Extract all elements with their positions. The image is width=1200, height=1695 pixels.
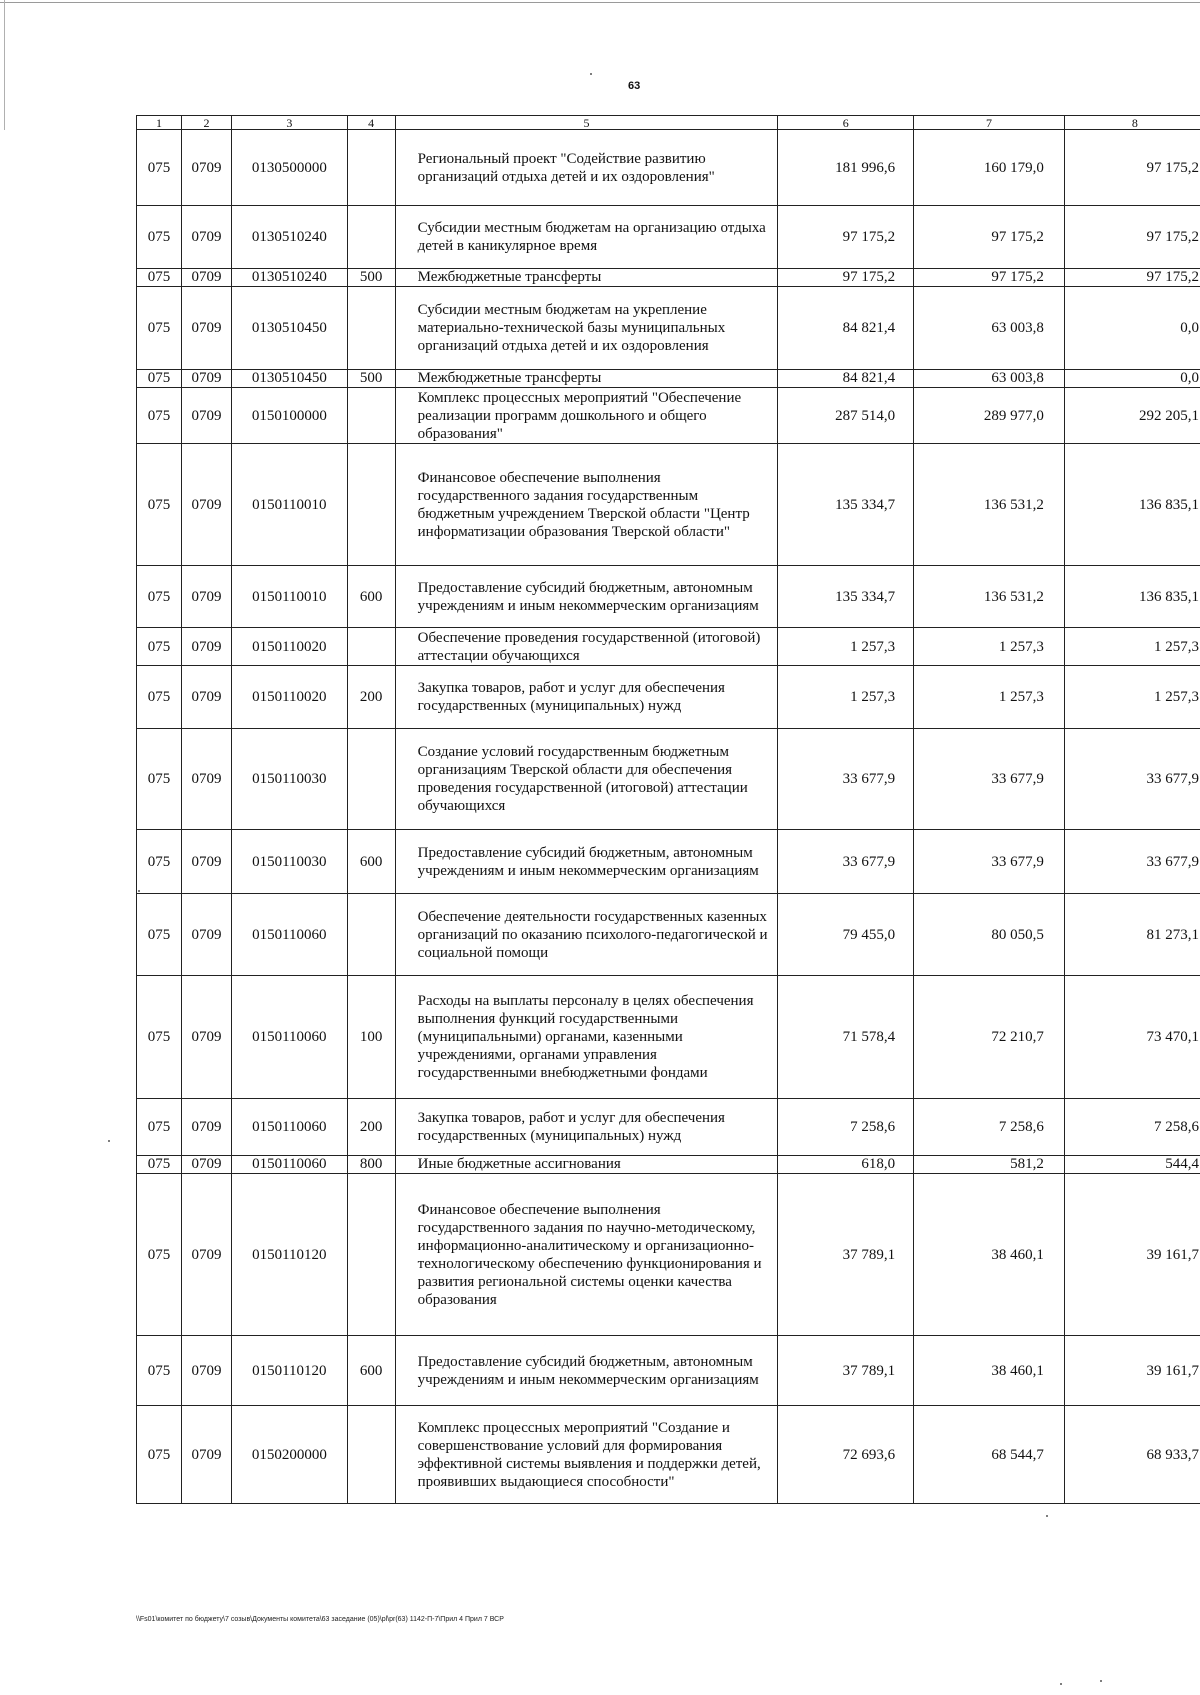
amount-col6: 33 677,9	[778, 830, 914, 894]
amount-col7: 136 531,2	[914, 566, 1065, 628]
amount-col6: 37 789,1	[778, 1174, 914, 1336]
amount-col7: 33 677,9	[914, 830, 1065, 894]
header-cell-7: 7	[914, 116, 1065, 130]
table-row	[137, 444, 1200, 566]
amount-col8: 81 273,1	[1064, 894, 1200, 976]
admin-code: 075	[137, 287, 182, 370]
expense-type: 600	[347, 830, 395, 894]
target-article: 0130510240	[232, 269, 347, 287]
amount-col7: 1 257,3	[914, 666, 1065, 729]
section-code: 0709	[181, 628, 231, 666]
target-article: 0150110060	[232, 976, 347, 1099]
section-code: 0709	[181, 566, 231, 628]
target-article: 0130510450	[232, 370, 347, 388]
amount-col6: 287 514,0	[778, 388, 914, 444]
expense-type	[347, 206, 395, 269]
amount-col8: 97 175,2	[1064, 130, 1200, 206]
file-path-footer: \\Fs01\комитет по бюджету\7 созыв\Документы комитета\63 заседание (05)\pl\pr(63) 1142-П-7\Прил 4 Прил 7 ВСР	[136, 1616, 504, 1623]
section-code: 0709	[181, 729, 231, 830]
description: Региональный проект "Содействие развитию организаций отдыха детей и их оздоровления"	[395, 130, 778, 206]
amount-col7: 7 258,6	[914, 1099, 1065, 1156]
target-article: 0130510240	[232, 206, 347, 269]
expense-type: 500	[347, 269, 395, 287]
admin-code: 075	[137, 566, 182, 628]
amount-col7: 136 531,2	[914, 444, 1065, 566]
amount-col8: 33 677,9	[1064, 729, 1200, 830]
target-article: 0150200000	[232, 1406, 347, 1504]
expense-type	[347, 130, 395, 206]
scan-speck	[1100, 1680, 1102, 1682]
expense-type	[347, 894, 395, 976]
description: Предоставление субсидий бюджетным, автономным учреждениям и иным некоммерческим организациям	[395, 566, 778, 628]
amount-col7: 38 460,1	[914, 1174, 1065, 1336]
amount-col8: 97 175,2	[1064, 206, 1200, 269]
description: Предоставление субсидий бюджетным, автономным учреждениям и иным некоммерческим организациям	[395, 1336, 778, 1406]
table-row	[137, 830, 1200, 894]
amount-col8: 97 175,2	[1064, 269, 1200, 287]
table-row	[137, 269, 1200, 287]
expense-type: 100	[347, 976, 395, 1099]
amount-col6: 1 257,3	[778, 666, 914, 729]
description: Создание условий государственным бюджетным организациям Тверской области для обеспечения проведения государственной (итоговой) аттестации обучающихся	[395, 729, 778, 830]
amount-col7: 63 003,8	[914, 370, 1065, 388]
expense-type: 500	[347, 370, 395, 388]
expense-type: 600	[347, 566, 395, 628]
table-row	[137, 1099, 1200, 1156]
scan-speck	[108, 1140, 110, 1142]
description: Предоставление субсидий бюджетным, автономным учреждениям и иным некоммерческим организациям	[395, 830, 778, 894]
description: Межбюджетные трансферты	[395, 269, 778, 287]
section-code: 0709	[181, 130, 231, 206]
amount-col8: 33 677,9	[1064, 830, 1200, 894]
amount-col8: 39 161,7	[1064, 1174, 1200, 1336]
target-article: 0150110120	[232, 1336, 347, 1406]
amount-col6: 618,0	[778, 1156, 914, 1174]
table-row	[137, 1406, 1200, 1504]
admin-code: 075	[137, 894, 182, 976]
amount-col6: 1 257,3	[778, 628, 914, 666]
scan-speck	[590, 73, 592, 75]
target-article: 0150100000	[232, 388, 347, 444]
table-row	[137, 976, 1200, 1099]
section-code: 0709	[181, 1099, 231, 1156]
target-article: 0150110060	[232, 1099, 347, 1156]
amount-col7: 160 179,0	[914, 130, 1065, 206]
admin-code: 075	[137, 1099, 182, 1156]
expense-type	[347, 628, 395, 666]
admin-code: 075	[137, 1174, 182, 1336]
scan-edge-line	[0, 2, 1200, 3]
amount-col8: 1 257,3	[1064, 666, 1200, 729]
amount-col6: 72 693,6	[778, 1406, 914, 1504]
target-article: 0150110010	[232, 566, 347, 628]
section-code: 0709	[181, 370, 231, 388]
description: Иные бюджетные ассигнования	[395, 1156, 778, 1174]
admin-code: 075	[137, 1156, 182, 1174]
description: Субсидии местным бюджетам на укрепление материально-технической базы муниципальных организаций отдыха детей и их оздоровления	[395, 287, 778, 370]
header-cell-1: 1	[137, 116, 182, 130]
table-row	[137, 894, 1200, 976]
amount-col8: 292 205,1	[1064, 388, 1200, 444]
expense-type: 800	[347, 1156, 395, 1174]
description: Комплекс процессных мероприятий "Создание и совершенствование условий для формирования эффективной системы выявления и поддержки детей, проявивших выдающиеся способности"	[395, 1406, 778, 1504]
section-code: 0709	[181, 1336, 231, 1406]
amount-col7: 581,2	[914, 1156, 1065, 1174]
scan-speck	[1060, 1683, 1062, 1685]
expense-type	[347, 444, 395, 566]
amount-col8: 73 470,1	[1064, 976, 1200, 1099]
amount-col8: 136 835,1	[1064, 444, 1200, 566]
expense-type: 200	[347, 666, 395, 729]
amount-col6: 84 821,4	[778, 287, 914, 370]
amount-col7: 38 460,1	[914, 1336, 1065, 1406]
header-cell-5: 5	[395, 116, 778, 130]
description: Комплекс процессных мероприятий "Обеспечение реализации программ дошкольного и общего образования"	[395, 388, 778, 444]
description: Закупка товаров, работ и услуг для обеспечения государственных (муниципальных) нужд	[395, 1099, 778, 1156]
description: Финансовое обеспечение выполнения государственного задания государственным бюджетным учреждением Тверской области "Центр информатизации образования Тверской области"	[395, 444, 778, 566]
admin-code: 075	[137, 830, 182, 894]
amount-col8: 0,0	[1064, 287, 1200, 370]
header-cell-2: 2	[181, 116, 231, 130]
target-article: 0150110020	[232, 628, 347, 666]
table-row	[137, 729, 1200, 830]
description: Обеспечение проведения государственной (итоговой) аттестации обучающихся	[395, 628, 778, 666]
target-article: 0150110030	[232, 830, 347, 894]
admin-code: 075	[137, 388, 182, 444]
scan-speck	[138, 890, 140, 892]
target-article: 0150110060	[232, 1156, 347, 1174]
header-cell-8: 8	[1064, 116, 1200, 130]
amount-col8: 0,0	[1064, 370, 1200, 388]
amount-col7: 33 677,9	[914, 729, 1065, 830]
table-row	[137, 370, 1200, 388]
table-row	[137, 566, 1200, 628]
amount-col8: 1 257,3	[1064, 628, 1200, 666]
admin-code: 075	[137, 269, 182, 287]
amount-col7: 97 175,2	[914, 206, 1065, 269]
section-code: 0709	[181, 1406, 231, 1504]
amount-col7: 63 003,8	[914, 287, 1065, 370]
section-code: 0709	[181, 1156, 231, 1174]
admin-code: 075	[137, 206, 182, 269]
amount-col7: 1 257,3	[914, 628, 1065, 666]
description: Субсидии местным бюджетам на организацию отдыха детей в каникулярное время	[395, 206, 778, 269]
description: Обеспечение деятельности государственных казенных организаций по оказанию психолого-педагогической и социальной помощи	[395, 894, 778, 976]
amount-col6: 135 334,7	[778, 444, 914, 566]
description: Межбюджетные трансферты	[395, 370, 778, 388]
table-row	[137, 628, 1200, 666]
section-code: 0709	[181, 206, 231, 269]
budget-table	[136, 115, 1200, 1504]
description: Закупка товаров, работ и услуг для обеспечения государственных (муниципальных) нужд	[395, 666, 778, 729]
table-row	[137, 1336, 1200, 1406]
amount-col7: 72 210,7	[914, 976, 1065, 1099]
amount-col8: 136 835,1	[1064, 566, 1200, 628]
amount-col6: 135 334,7	[778, 566, 914, 628]
section-code: 0709	[181, 666, 231, 729]
target-article: 0150110010	[232, 444, 347, 566]
expense-type	[347, 729, 395, 830]
admin-code: 075	[137, 130, 182, 206]
amount-col8: 39 161,7	[1064, 1336, 1200, 1406]
amount-col8: 7 258,6	[1064, 1099, 1200, 1156]
section-code: 0709	[181, 388, 231, 444]
header-cell-6: 6	[778, 116, 914, 130]
scan-edge-line-left	[4, 0, 5, 130]
amount-col6: 71 578,4	[778, 976, 914, 1099]
target-article: 0150110060	[232, 894, 347, 976]
section-code: 0709	[181, 444, 231, 566]
admin-code: 075	[137, 1406, 182, 1504]
table-row	[137, 388, 1200, 444]
table-row	[137, 666, 1200, 729]
amount-col6: 181 996,6	[778, 130, 914, 206]
amount-col6: 37 789,1	[778, 1336, 914, 1406]
admin-code: 075	[137, 628, 182, 666]
amount-col7: 289 977,0	[914, 388, 1065, 444]
target-article: 0130500000	[232, 130, 347, 206]
admin-code: 075	[137, 666, 182, 729]
amount-col6: 33 677,9	[778, 729, 914, 830]
amount-col8: 68 933,7	[1064, 1406, 1200, 1504]
page-number: 63	[628, 80, 641, 92]
table-row	[137, 1174, 1200, 1336]
amount-col7: 80 050,5	[914, 894, 1065, 976]
section-code: 0709	[181, 976, 231, 1099]
amount-col6: 97 175,2	[778, 206, 914, 269]
expense-type: 600	[347, 1336, 395, 1406]
admin-code: 075	[137, 370, 182, 388]
scan-speck	[1046, 1515, 1048, 1517]
description: Расходы на выплаты персоналу в целях обеспечения выполнения функций государственными (муниципальными) органами, казенными учреждениями, органами управления государственными внебюджетными фондами	[395, 976, 778, 1099]
target-article: 0130510450	[232, 287, 347, 370]
section-code: 0709	[181, 830, 231, 894]
amount-col6: 79 455,0	[778, 894, 914, 976]
admin-code: 075	[137, 444, 182, 566]
admin-code: 075	[137, 1336, 182, 1406]
section-code: 0709	[181, 894, 231, 976]
table-row	[137, 130, 1200, 206]
target-article: 0150110030	[232, 729, 347, 830]
target-article: 0150110120	[232, 1174, 347, 1336]
header-row	[137, 116, 1200, 130]
amount-col6: 97 175,2	[778, 269, 914, 287]
admin-code: 075	[137, 729, 182, 830]
expense-type	[347, 1174, 395, 1336]
expense-type	[347, 1406, 395, 1504]
amount-col8: 544,4	[1064, 1156, 1200, 1174]
expense-type	[347, 287, 395, 370]
amount-col6: 7 258,6	[778, 1099, 914, 1156]
header-cell-3: 3	[232, 116, 347, 130]
amount-col7: 97 175,2	[914, 269, 1065, 287]
header-cell-4: 4	[347, 116, 395, 130]
target-article: 0150110020	[232, 666, 347, 729]
table-row	[137, 287, 1200, 370]
description: Финансовое обеспечение выполнения государственного задания по научно-методическому, информационно-аналитическому и организационно-технологическому обеспечению функционирования и развития региональной системы оценки качества образования	[395, 1174, 778, 1336]
amount-col6: 84 821,4	[778, 370, 914, 388]
section-code: 0709	[181, 269, 231, 287]
expense-type: 200	[347, 1099, 395, 1156]
expense-type	[347, 388, 395, 444]
section-code: 0709	[181, 1174, 231, 1336]
section-code: 0709	[181, 287, 231, 370]
table-row	[137, 206, 1200, 269]
amount-col7: 68 544,7	[914, 1406, 1065, 1504]
admin-code: 075	[137, 976, 182, 1099]
table-row	[137, 1156, 1200, 1174]
